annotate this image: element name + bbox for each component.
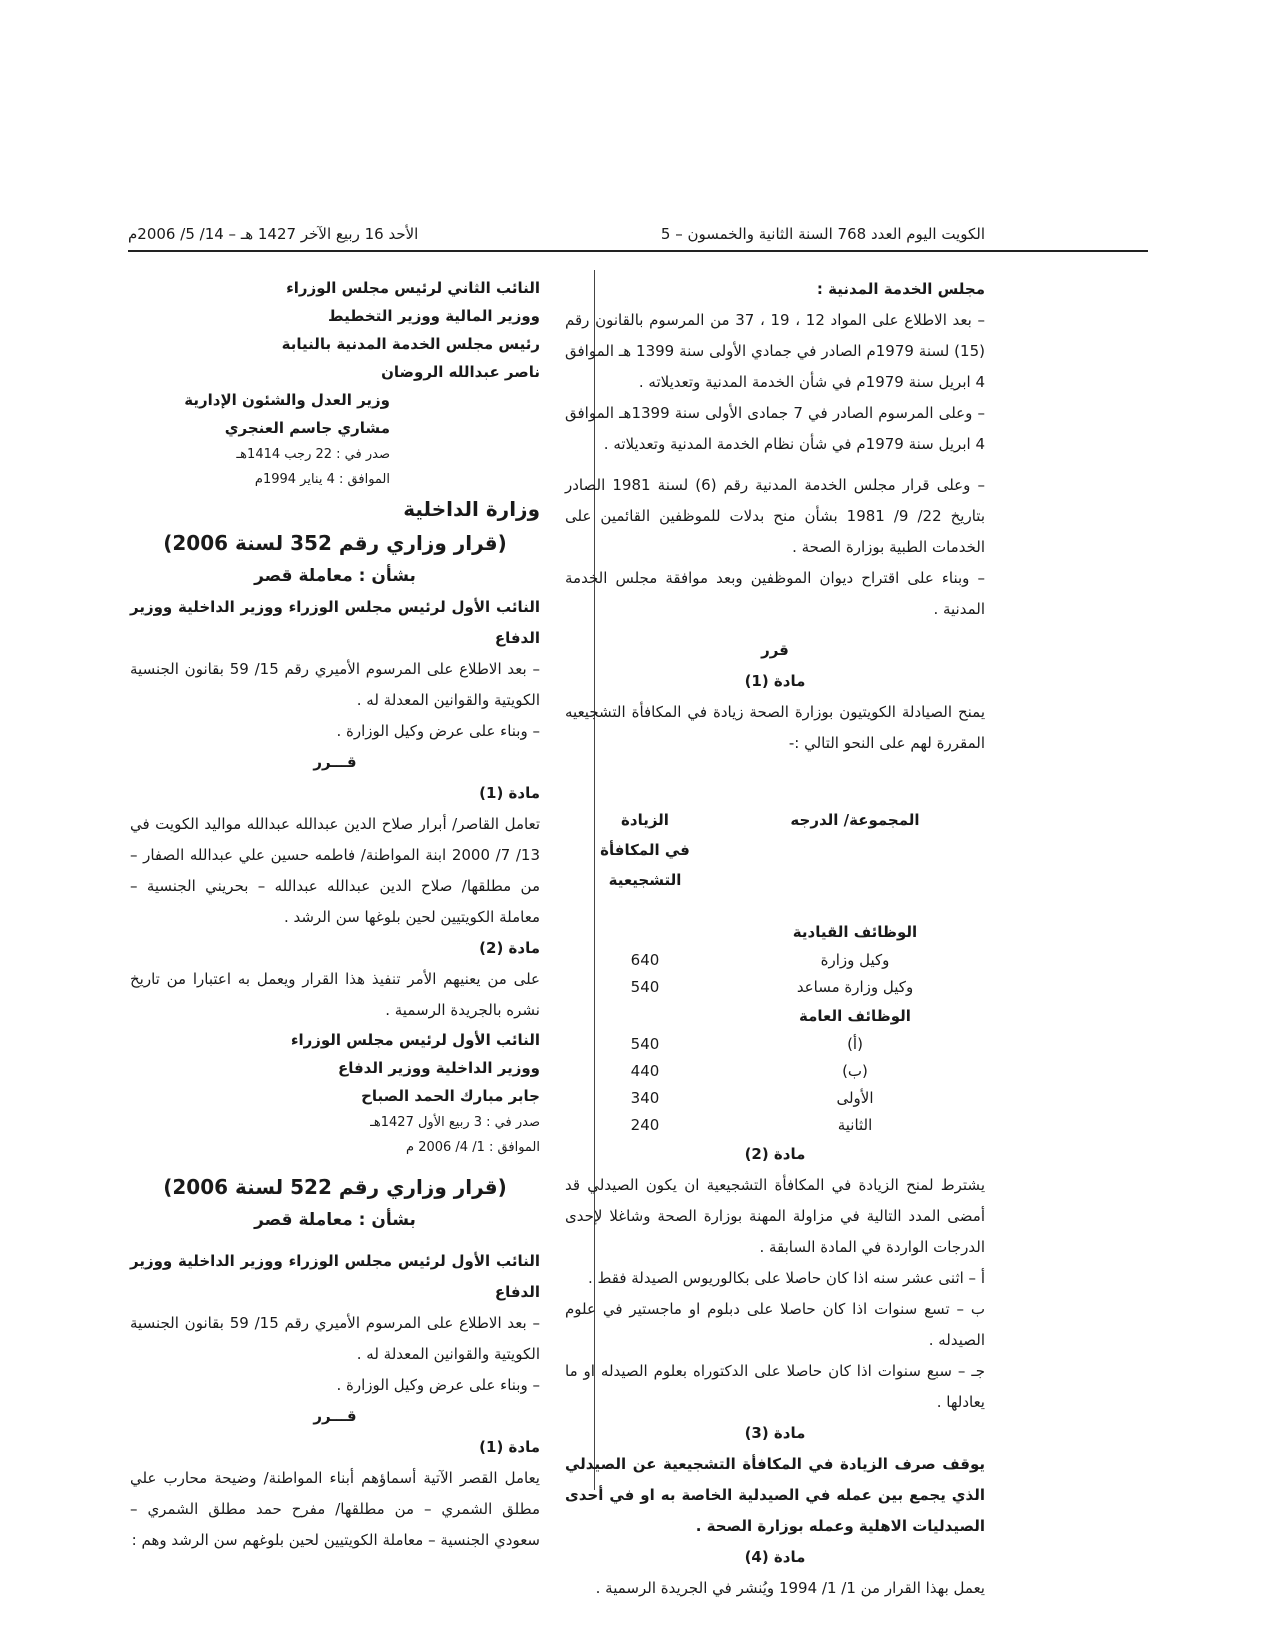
signature-line: النائب الثاني لرئيس مجلس الوزراء <box>286 279 540 297</box>
article-item: جـ – سبع سنوات اذا كان حاصلا على الدكتوراه بعلوم الصيدله او ما يعادلها . <box>565 1362 985 1411</box>
table-row: الأولى 340 <box>630 1089 874 1107</box>
decision-title: (قرار وزاري رقم 522 لسنة 2006) <box>163 1175 507 1199</box>
signature-block <box>130 1026 540 1110</box>
preamble-paragraph: – بعد الاطلاع على المرسوم الأميري رقم 15/ 59 بقانون الجنسية الكويتية والقوانين المعدلة له . <box>130 1314 540 1363</box>
preamble-paragraph: – وبناء على عرض وكيل الوزارة . <box>336 1376 540 1394</box>
article-text: يشترط لمنح الزيادة في المكافأة التشجيعية ان يكون الصيدلي قد أمضى المدد التالية في مزاولة المهنة بوزارة الصحة وشاغلا لإحدى الدرجات الواردة في المادة السابقة . <box>565 1176 985 1256</box>
signature-name: ناصر عبدالله الروضان <box>381 363 540 381</box>
table-row: وكيل وزارة 640 <box>630 951 890 969</box>
corresponding-date: الموافق : 1/ 4/ 2006 م <box>406 1140 540 1155</box>
article-text: يعمل بهذا القرار من 1/ 1/ 1994 ويُنشر في الجريدة الرسمية . <box>595 1579 985 1597</box>
decision-subject: بشأن : معاملة قصر <box>254 566 416 586</box>
decided-heading: قـــرر <box>313 1407 357 1425</box>
right-column <box>565 274 985 1604</box>
signature-name: مشاري جاسم العنجري <box>224 419 390 437</box>
article-title: مادة (1) <box>479 784 540 802</box>
header-divider <box>128 250 1148 252</box>
table-header-increase: الزيادة <box>621 811 669 829</box>
article-title: مادة (2) <box>744 1145 806 1163</box>
table-header-increase-sub: في المكافأة التشجيعية <box>600 841 690 889</box>
article-title: مادة (1) <box>479 1438 540 1456</box>
article-title: مادة (3) <box>744 1424 806 1442</box>
signature-line: رئيس مجلس الخدمة المدنية بالنيابة <box>281 335 540 353</box>
preamble-paragraph: – وعلى المرسوم الصادر في 7 جمادى الأولى سنة 1399هـ الموافق 4 ابريل سنة 1979م في شأن نظام الخدمة المدنية وتعديلاته . <box>565 404 985 453</box>
decided-heading: قـــرر <box>313 753 357 771</box>
decision-authority: النائب الأول لرئيس مجلس الوزراء ووزير الداخلية ووزير الدفاع <box>130 598 540 647</box>
table-section-title: الوظائف القيادية <box>792 923 918 941</box>
ministry-title: وزارة الداخلية <box>403 497 540 521</box>
preamble-paragraph: – بعد الاطلاع على المرسوم الأميري رقم 15/ 59 بقانون الجنسية الكويتية والقوانين المعدلة له . <box>130 660 540 709</box>
header-issue-info: الكويت اليوم العدد 768 السنة الثانية والخمسون – 5 <box>660 225 985 243</box>
increase-table <box>565 805 985 1139</box>
table-row: (ب) 440 <box>630 1062 868 1080</box>
left-column <box>130 274 540 1556</box>
article-title: مادة (2) <box>479 939 540 957</box>
council-title: مجلس الخدمة المدنية : <box>816 280 985 298</box>
article-text: يعامل القصر الآتية أسماؤهم أبناء المواطنة/ وضيحة محارب علي مطلق الشمري – من مطلقها/ مفرح حمد مطلق الشمري – سعودي الجنسية – معاملة الكويتيين لحين بلوغهم سن الرشد وهم : <box>130 1469 540 1549</box>
table-header-group: المجموعة/ الدرجه <box>790 811 920 829</box>
decision-title: (قرار وزاري رقم 352 لسنة 2006) <box>163 531 507 555</box>
article-item: ب – تسع سنوات اذا كان حاصلا على دبلوم او ماجستير في علوم الصيدله . <box>565 1300 985 1349</box>
decision-authority: النائب الأول لرئيس مجلس الوزراء ووزير الداخلية ووزير الدفاع <box>130 1252 540 1301</box>
table-header-row <box>565 835 985 895</box>
preamble-paragraph: – وبناء على اقتراح ديوان الموظفين وبعد موافقة مجلس الخدمة المدنية . <box>565 569 985 618</box>
article-text: يمنح الصيادلة الكويتيون بوزارة الصحة زيادة في المكافأة التشجيعيه المقررة لهم على النحو التالي :- <box>565 703 985 752</box>
signature-name: جابر مبارك الحمد الصباح <box>361 1087 540 1105</box>
signature-line: النائب الأول لرئيس مجلس الوزراء <box>290 1031 540 1049</box>
article-item: أ – اثنى عشر سنه اذا كان حاصلا على بكالوريوس الصيدلة فقط . <box>587 1269 985 1287</box>
article-title: مادة (4) <box>744 1548 806 1566</box>
decided-heading: قرر <box>761 641 789 659</box>
article-title: مادة (1) <box>744 672 806 690</box>
signature-line: وزير العدل والشئون الإدارية <box>184 391 390 409</box>
article-text: على من يعنيهم الأمر تنفيذ هذا القرار ويعمل به اعتبارا من تاريخ نشره بالجريدة الرسمية . <box>130 970 540 1019</box>
table-header-row <box>565 805 985 835</box>
decision-subject: بشأن : معاملة قصر <box>254 1210 416 1230</box>
signature-block <box>130 274 540 386</box>
preamble-paragraph: – وبناء على عرض وكيل الوزارة . <box>336 722 540 740</box>
table-row: (أ) 540 <box>630 1035 863 1053</box>
table-section-title: الوظائف العامة <box>799 1007 911 1025</box>
signature-block <box>130 386 540 442</box>
article-text: تعامل القاصر/ أبرار صلاح الدين عبدالله عبدالله مواليد الكويت في 13/ 7/ 2000 ابنة المواطنة/ فاطمه حسين علي عبدالله الصفار – من مطلقها/ صلاح الدين عبدالله عبدالله – بحريني الجنسية – معاملة الكويتيين لحين بلوغها سن الرشد . <box>130 815 540 926</box>
table-row: الثانية 240 <box>630 1116 873 1134</box>
corresponding-date: الموافق : 4 يناير 1994م <box>254 472 390 487</box>
signature-line: ووزير المالية ووزير التخطيط <box>328 307 540 325</box>
table-row: وكيل وزارة مساعد 540 <box>630 978 914 996</box>
signature-line: ووزير الداخلية ووزير الدفاع <box>337 1059 540 1077</box>
article-text: يوقف صرف الزيادة في المكافأة التشجيعية عن الصيدلي الذي يجمع بين عمله في الصيدلية الخاصة به او في أحدى الصيدليات الاهلية وعمله بوزارة الصحة . <box>565 1455 985 1535</box>
header-date: الأحد 16 ربيع الآخر 1427 هـ – 14/ 5/ 2006م <box>128 225 419 243</box>
issued-date: صدر في : 3 ربيع الأول 1427هـ <box>370 1115 540 1130</box>
preamble-paragraph: – وعلى قرار مجلس الخدمة المدنية رقم (6) لسنة 1981 الصادر بتاريخ 22/ 9/ 1981 بشأن منح بدلات للموظفين القائمين على الخدمات الطبية بوزارة الصحة . <box>565 476 985 556</box>
issued-date: صدر في : 22 رجب 1414هـ <box>236 447 390 462</box>
preamble-paragraph: – بعد الاطلاع على المواد 12 ، 19 ، 37 من المرسوم بالقانون رقم (15) لسنة 1979م الصادر في جمادي الأولى سنة 1399 هـ الموافق 4 ابريل سنة 1979م في شأن الخدمة المدنية وتعديلاته . <box>565 311 985 391</box>
